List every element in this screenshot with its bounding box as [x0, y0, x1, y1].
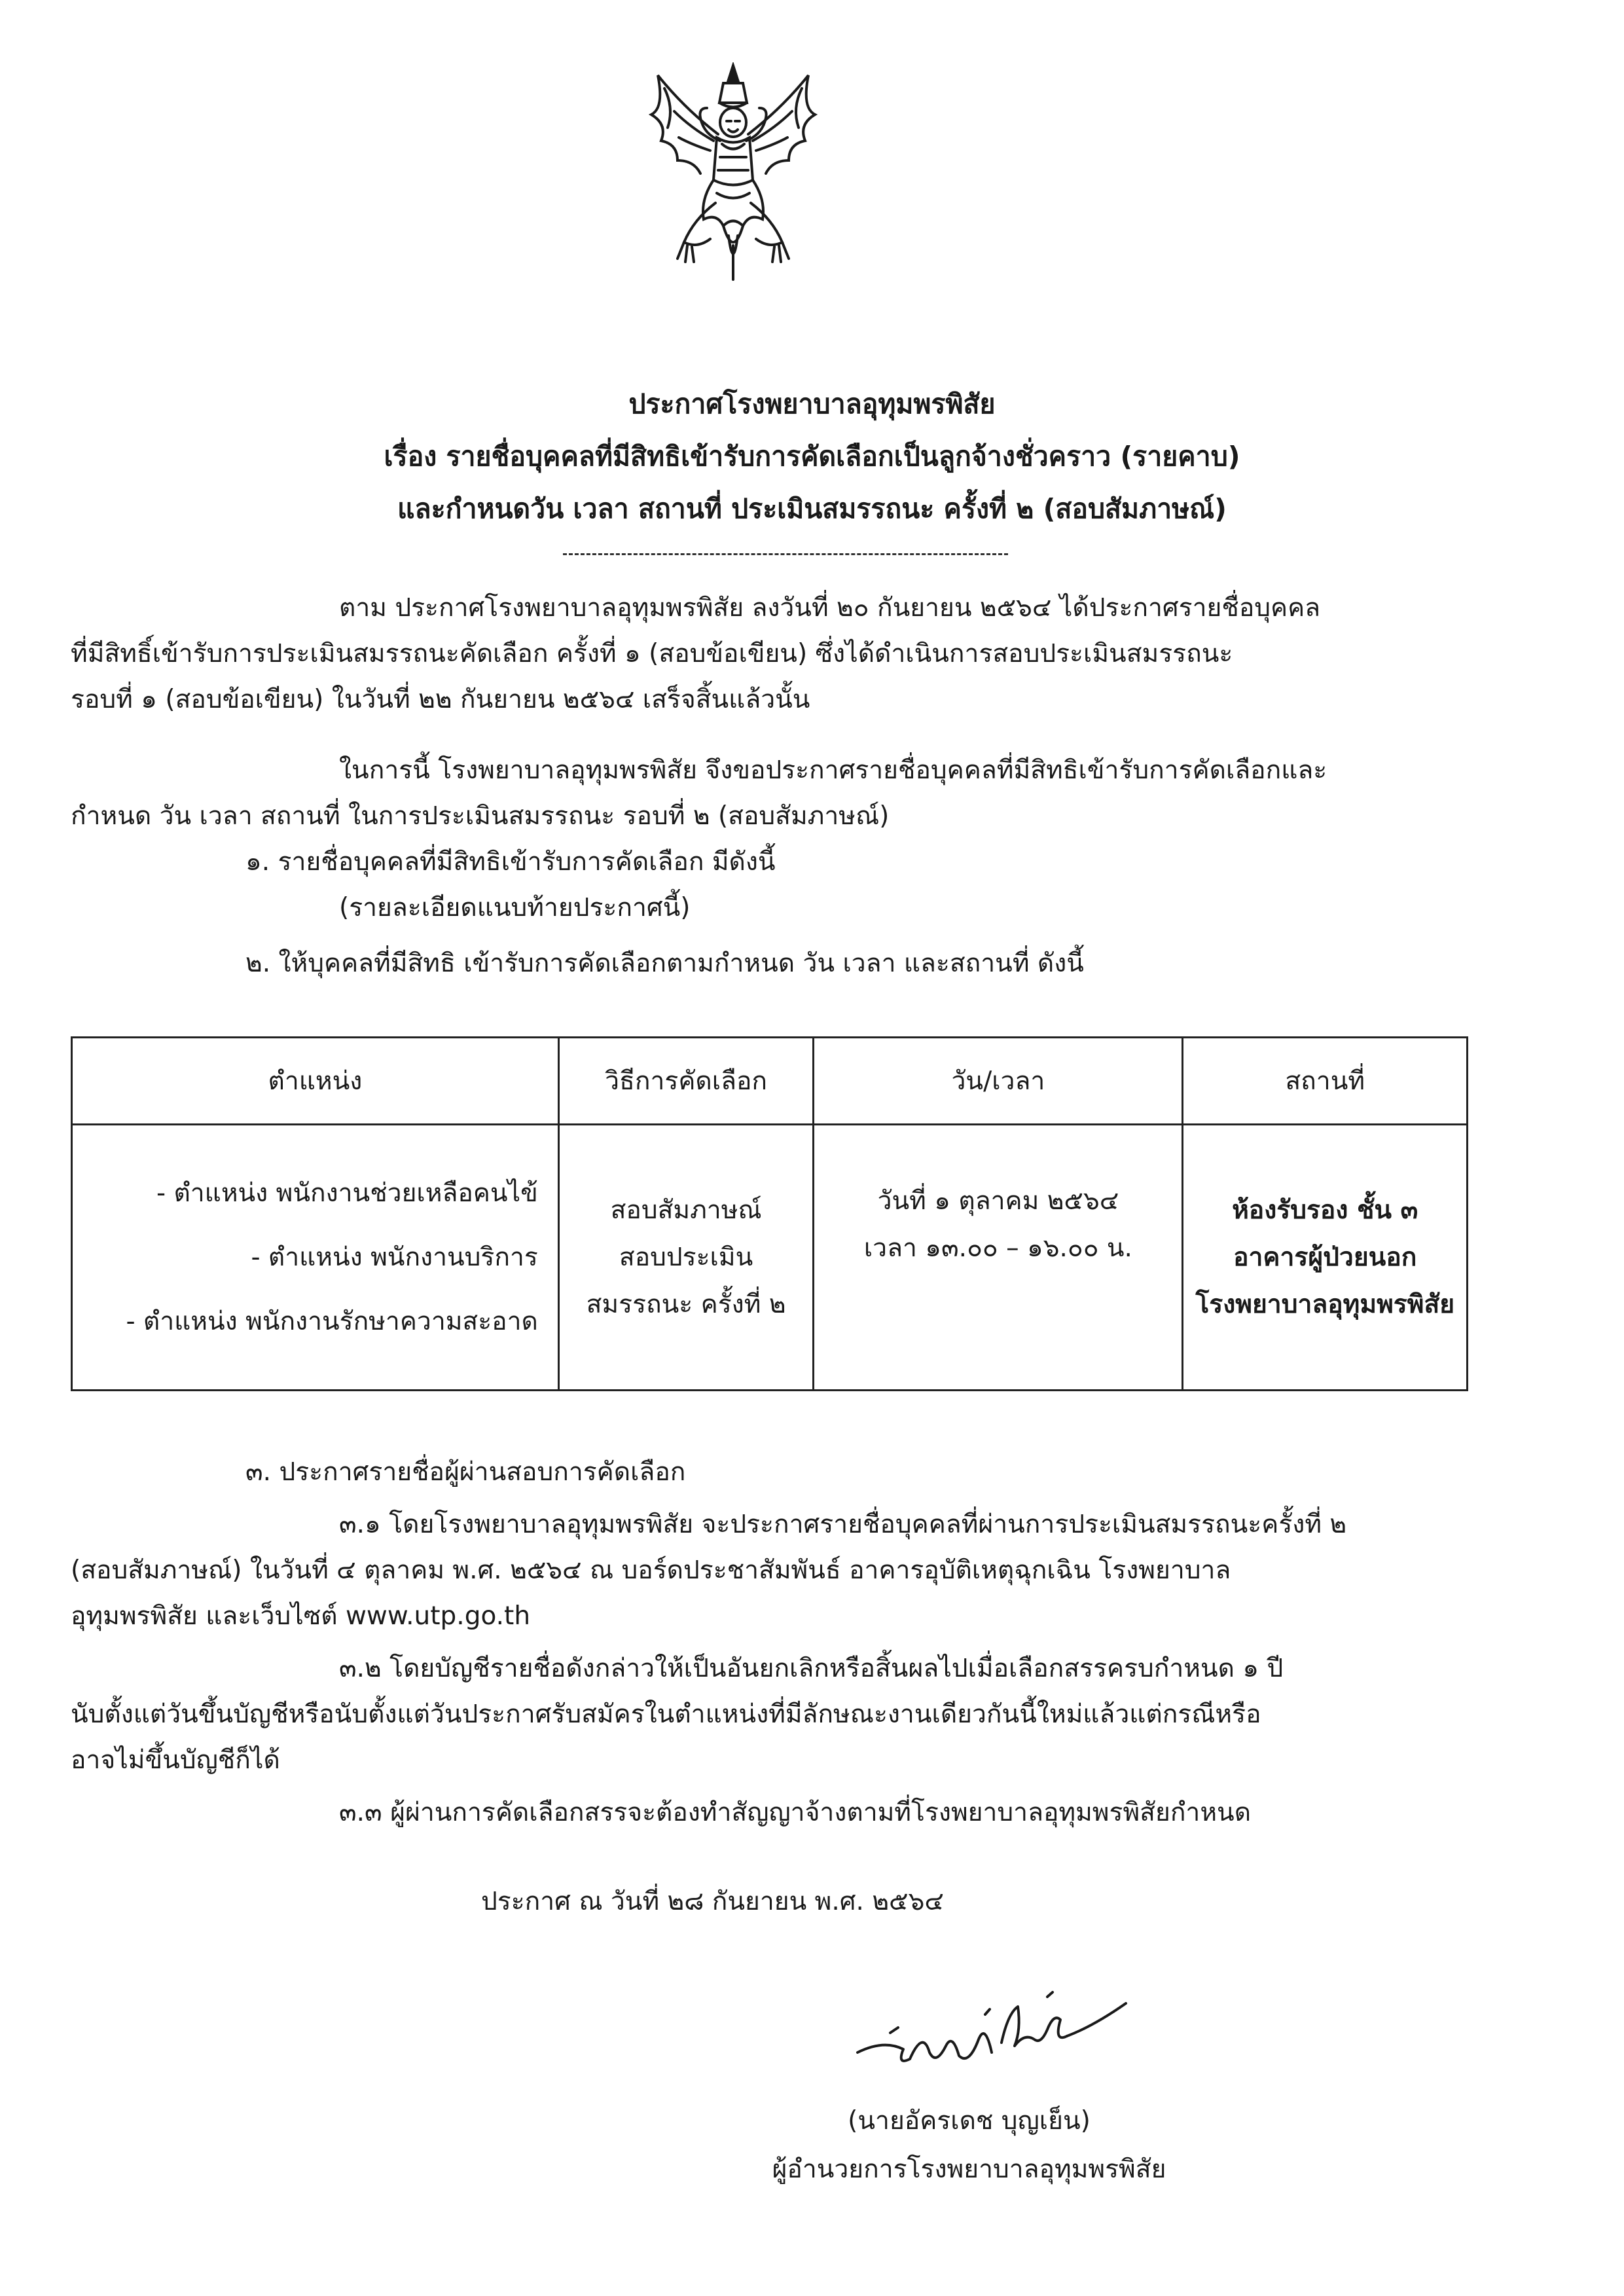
method-cell	[558, 1125, 814, 1391]
intro-paragraph-1-line-3: รอบที่ ๑ (สอบข้อเขียน) ในวันที่ ๒๒ กันยายน ๒๕๖๔ เสร็จสิ้นแล้วนั้น	[71, 685, 810, 714]
method-line: สมรรถนะ ครั้งที่ ๒	[586, 1289, 786, 1319]
method-line: สอบประเมิน	[619, 1242, 753, 1272]
position-item: - ตำแหน่ง พนักงานรักษาความสะอาด	[126, 1306, 538, 1336]
announcement-title: ประกาศโรงพยาบาลอุทุมพรพิสัย	[628, 388, 996, 420]
position-item: - ตำแหน่ง พนักงานช่วยเหลือคนไข้	[156, 1178, 538, 1208]
section-3-1-line-3: อุทุมพรพิสัย และเว็บไซต์ www.utp.go.th	[71, 1601, 531, 1631]
signer-name: (นายอัครเดช บุญเย็น)	[848, 2106, 1091, 2136]
section-3-2-line-1: ๓.๒ โดยบัญชีรายชื่อดังกล่าวให้เป็นอันยกเลิกหรือสิ้นผลไปเมื่อเลือกสรรครบกำหนด ๑ ปี	[339, 1654, 1284, 1683]
intro-paragraph-2-line-1: ในการนี้ โรงพยาบาลอุทุมพรพิสัย จึงขอประกาศรายชื่อบุคคลที่มีสิทธิเข้ารับการคัดเลือกและ	[339, 756, 1327, 785]
place-line: โรงพยาบาลอุทุมพรพิสัย	[1195, 1289, 1455, 1319]
table-row	[72, 1125, 1468, 1391]
header-position: ตำแหน่ง	[72, 1038, 559, 1125]
section-3-heading: ๓. ประกาศรายชื่อผู้ผ่านสอบการคัดเลือก	[245, 1457, 686, 1487]
garuda-emblem-icon	[638, 62, 828, 285]
dashed-divider	[563, 553, 1008, 555]
announcement-date: ประกาศ ณ วันที่ ๒๘ กันยายน พ.ศ. ๒๕๖๔	[481, 1887, 944, 1916]
section-3-2-line-3: อาจไม่ขึ้นบัญชีก็ได้	[71, 1745, 280, 1775]
section-3-1-line-1: ๓.๑ โดยโรงพยาบาลอุทุมพรพิสัย จะประกาศรายชื่อบุคคลที่ผ่านการประเมินสมรรถนะครั้งที่ ๒	[339, 1510, 1347, 1539]
time-line: เวลา ๑๓.๐๐ – ๑๖.๐๐ น.	[863, 1233, 1132, 1263]
intro-paragraph-1-line-1: ตาม ประกาศโรงพยาบาลอุทุมพรพิสัย ลงวันที่ ๒๐ กันยายน ๒๕๖๔ ได้ประกาศรายชื่อบุคคล	[339, 593, 1321, 623]
subject-line-1: เรื่อง รายชื่อบุคคลที่มีสิทธิเข้ารับการคัดเลือกเป็นลูกจ้างชั่วคราว (รายคาบ)	[384, 441, 1240, 472]
header-place: สถานที่	[1183, 1038, 1468, 1125]
item-1-note: (รายละเอียดแนบท้ายประกาศนี้)	[339, 893, 691, 922]
intro-paragraph-2-line-2: กำหนด วัน เวลา สถานที่ ในการประเมินสมรรถนะ รอบที่ ๒ (สอบสัมภาษณ์)	[71, 801, 890, 831]
place-line: อาคารผู้ป่วยนอก	[1233, 1242, 1417, 1272]
table-header-row	[72, 1038, 1468, 1125]
item-2: ๒. ให้บุคคลที่มีสิทธิ เข้ารับการคัดเลือกตามกำหนด วัน เวลา และสถานที่ ดังนี้	[245, 949, 1084, 978]
subject-line-2: และกำหนดวัน เวลา สถานที่ ประเมินสมรรถนะ ครั้งที่ ๒ (สอบสัมภาษณ์)	[397, 493, 1227, 524]
position-item: - ตำแหน่ง พนักงานบริการ	[251, 1242, 538, 1272]
schedule-table	[71, 1036, 1468, 1391]
method-line: สอบสัมภาษณ์	[610, 1195, 762, 1225]
intro-paragraph-1-line-2: ที่มีสิทธิ์เข้ารับการประเมินสมรรถนะคัดเลือก ครั้งที่ ๑ (สอบข้อเขียน) ซึ่งได้ดำเนินการสอบประเมินสมรรถนะ	[71, 639, 1233, 668]
section-3-2-line-2: นับตั้งแต่วันขึ้นบัญชีหรือนับตั้งแต่วันประกาศรับสมัครในตำแหน่งที่มีลักษณะงานเดียวกันนี้ใหม่แล้วแต่กรณีหรือ	[71, 1700, 1261, 1729]
header-method: วิธีการคัดเลือก	[558, 1038, 814, 1125]
signer-position: ผู้อำนวยการโรงพยาบาลอุทุมพรพิสัย	[772, 2155, 1166, 2184]
datetime-cell	[814, 1125, 1183, 1391]
item-1: ๑. รายชื่อบุคคลที่มีสิทธิเข้ารับการคัดเลือก มีดังนี้	[245, 847, 776, 877]
handwritten-signature	[844, 1967, 1139, 2079]
place-line: ห้องรับรอง ชั้น ๓	[1232, 1195, 1418, 1225]
place-cell	[1183, 1125, 1468, 1391]
header-datetime: วัน/เวลา	[814, 1038, 1183, 1125]
section-3-1-line-2: (สอบสัมภาษณ์) ในวันที่ ๔ ตุลาคม พ.ศ. ๒๕๖๔ ณ บอร์ดประชาสัมพันธ์ อาคารอุบัติเหตุฉุกเฉิน โรงพยาบาล	[71, 1556, 1231, 1585]
positions-cell	[72, 1125, 559, 1391]
section-3-3: ๓.๓ ผู้ผ่านการคัดเลือกสรรจะต้องทำสัญญาจ้างตามที่โรงพยาบาลอุทุมพรพิสัยกำหนด	[339, 1798, 1252, 1827]
date-line: วันที่ ๑ ตุลาคม ๒๕๖๔	[877, 1186, 1119, 1216]
